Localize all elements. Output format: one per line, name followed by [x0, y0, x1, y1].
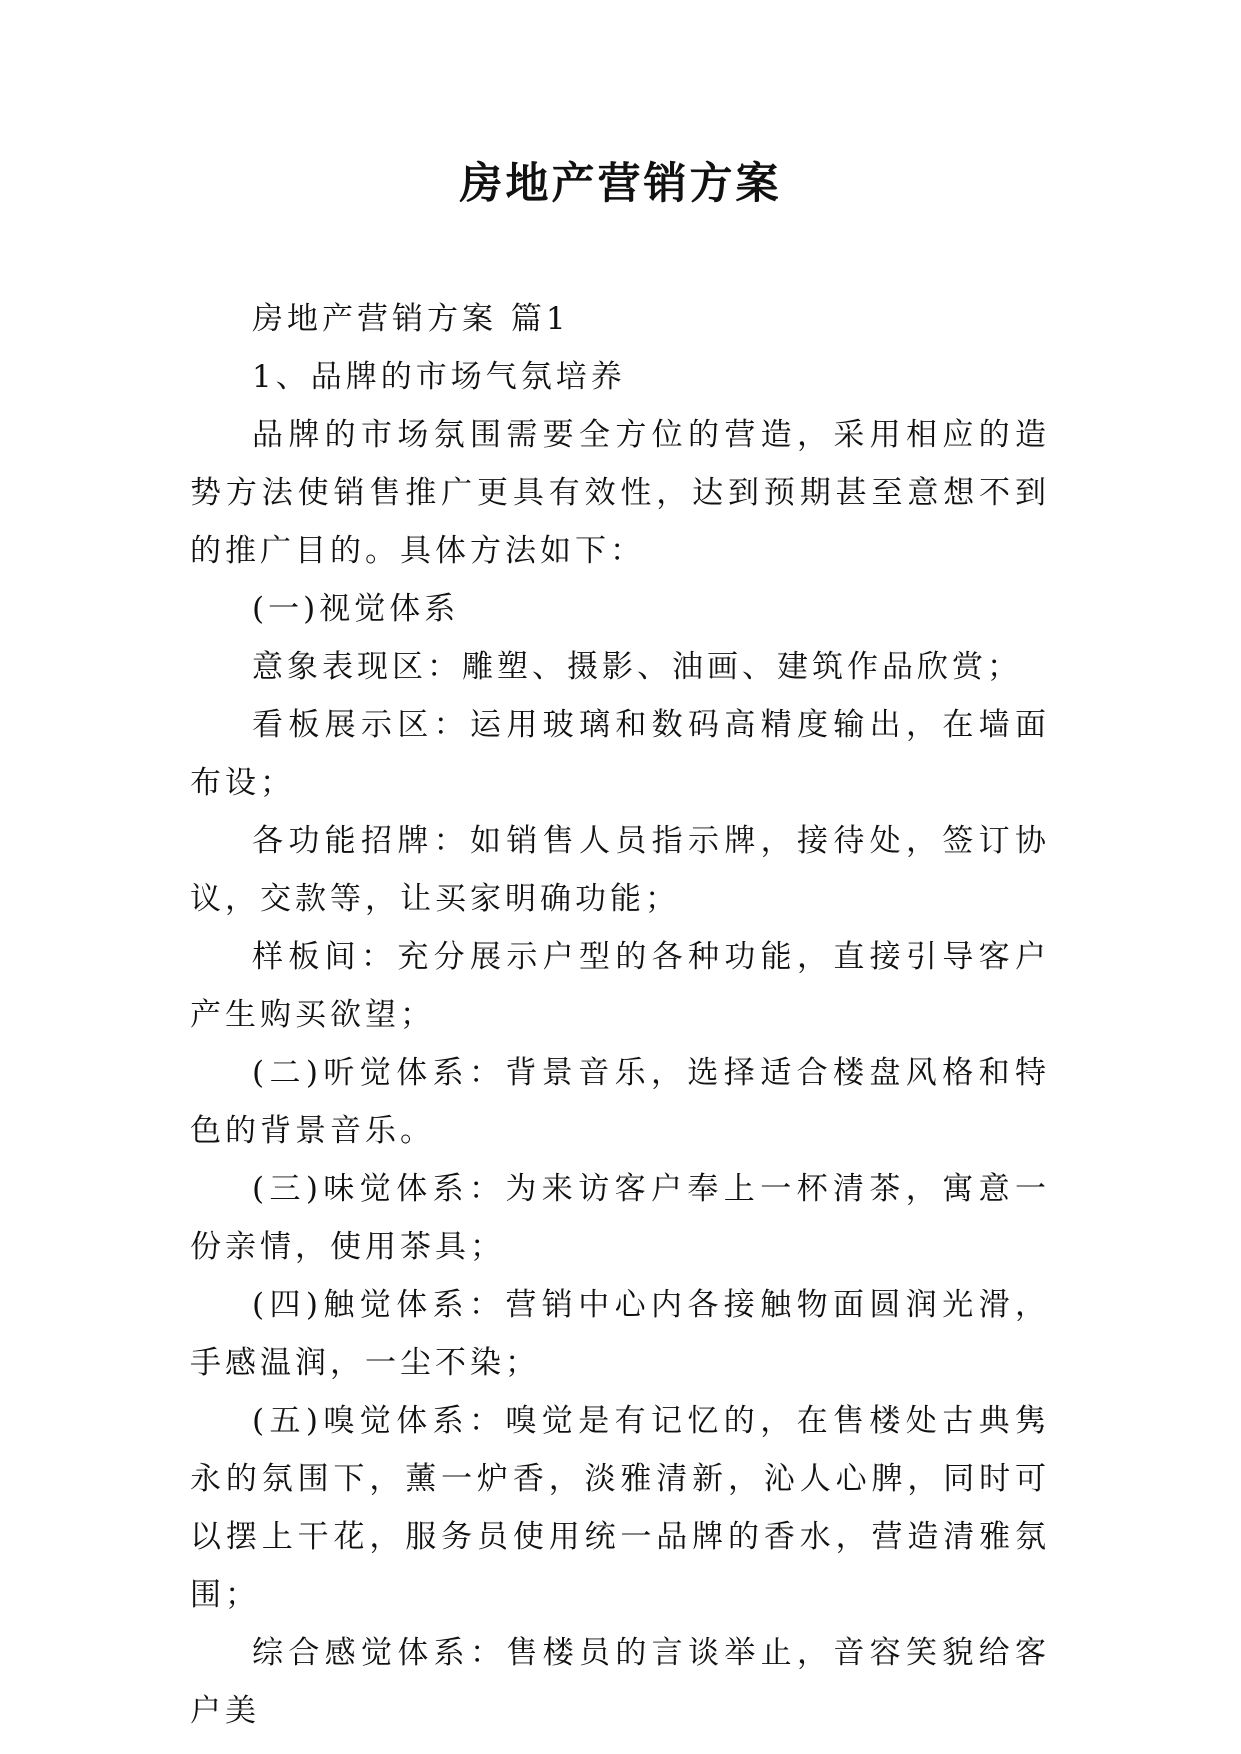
- paragraph: 看板展示区：运用玻璃和数码高精度输出，在墙面布设；: [190, 707, 1050, 801]
- paragraph: (四)触觉体系：营销中心内各接触物面圆润光滑，手感温润，一尘不染；: [190, 1287, 1050, 1381]
- paragraph: (三)味觉体系：为来访客户奉上一杯清茶，寓意一份亲情，使用茶具；: [190, 1171, 1050, 1265]
- document-body: [190, 290, 1050, 1740]
- paragraph: (五)嗅觉体系：嗅觉是有记忆的，在售楼处古典隽永的氛围下，薰一炉香，淡雅清新，沁人心脾，同时可以摆上干花，服务员使用统一品牌的香水，营造清雅氛围；: [190, 1403, 1050, 1613]
- document-title: 房地产营销方案: [459, 159, 782, 209]
- paragraph: 各功能招牌：如销售人员指示牌，接待处，签订协议，交款等，让买家明确功能；: [190, 823, 1050, 917]
- paragraph: 意象表现区：雕塑、摄影、油画、建筑作品欣赏；: [252, 649, 1022, 685]
- paragraph: (二)听觉体系：背景音乐，选择适合楼盘风格和特色的背景音乐。: [190, 1055, 1050, 1149]
- paragraph: 综合感觉体系：售楼员的言谈举止，音容笑貌给客户美: [190, 1635, 1050, 1729]
- paragraph: 品牌的市场氛围需要全方位的营造，采用相应的造势方法使销售推广更具有效性，达到预期甚至意想不到的推广目的。具体方法如下：: [190, 417, 1050, 569]
- section-heading: 房地产营销方案 篇1: [252, 301, 570, 337]
- subsection-heading: 1、品牌的市场气氛培养: [252, 359, 626, 395]
- list-heading: (一)视觉体系: [252, 591, 460, 627]
- paragraph: 样板间：充分展示户型的各种功能，直接引导客户产生购买欲望；: [190, 939, 1050, 1033]
